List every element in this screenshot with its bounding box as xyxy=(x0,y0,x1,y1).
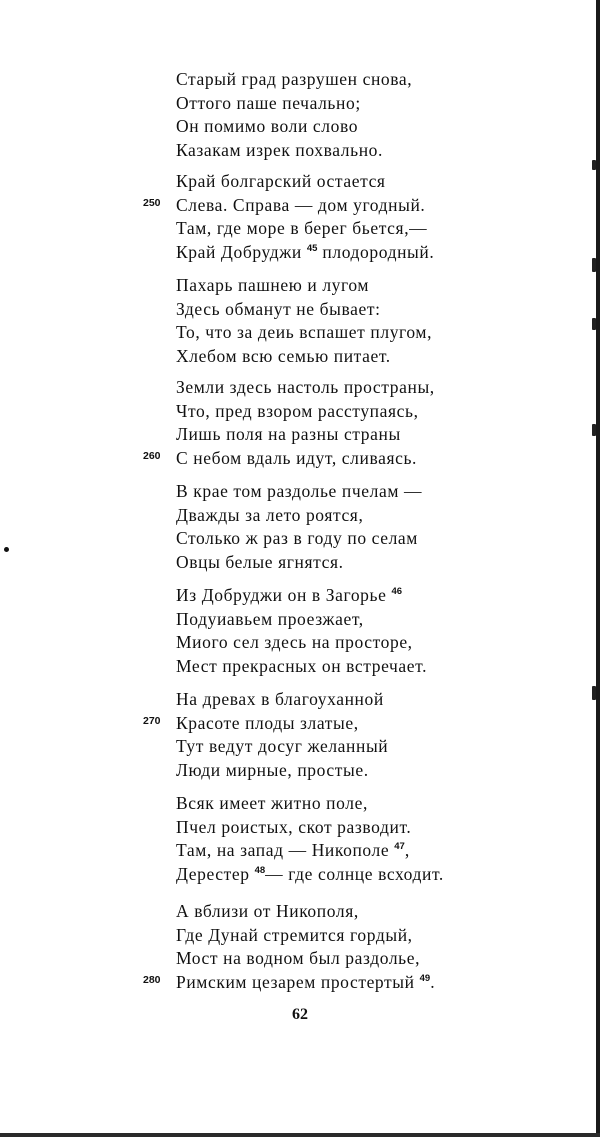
verse-text: Казакам изрек похвально. xyxy=(176,139,384,160)
verse-text-continued: плодородный. xyxy=(317,241,435,262)
verse-text: Красоте плоды златые, xyxy=(176,712,359,733)
verse-line xyxy=(176,376,576,400)
verse-line xyxy=(176,631,576,655)
verse-line xyxy=(176,792,576,816)
verse-line xyxy=(176,816,576,840)
verse-text: Там, где море в берег бьется,— xyxy=(176,218,428,238)
verse-text: Край Добруджи xyxy=(176,241,302,262)
verse-line xyxy=(176,735,576,759)
verse-line xyxy=(143,712,576,736)
verse-text: Там, на запад — Никополе xyxy=(176,840,390,860)
line-number: 280 xyxy=(143,973,161,986)
verse-line xyxy=(143,447,576,471)
verse-line xyxy=(143,971,576,995)
verse-text: То, что за деиь вспашет плугом, xyxy=(176,322,433,342)
margin-mark xyxy=(4,547,9,552)
verse-text: Римским цезарем простертый xyxy=(176,971,415,992)
edge-speck xyxy=(592,686,596,700)
verse-line xyxy=(176,480,576,504)
verse-line xyxy=(176,170,576,194)
verse-line xyxy=(176,584,576,608)
edge-speck xyxy=(592,160,596,170)
verse-line xyxy=(176,551,576,575)
verse-text: Тут ведут досуг желанный xyxy=(176,736,389,756)
verse-text: Пахарь пашнею и лугом xyxy=(176,275,370,295)
verse-text: Хлебом всю семью питает. xyxy=(176,345,391,366)
line-number: 250 xyxy=(143,196,161,209)
verse-line xyxy=(176,423,576,447)
verse-line xyxy=(176,504,576,528)
verse-text: Край болгарский остается xyxy=(176,171,386,191)
verse-line xyxy=(176,863,576,887)
verse-line xyxy=(176,900,576,924)
verse-text: Всяк имеет житно поле, xyxy=(176,793,368,813)
stanza-6 xyxy=(176,584,576,678)
verse-line xyxy=(176,241,576,265)
verse-line xyxy=(176,115,576,139)
verse-text: Он помимо воли слово xyxy=(176,116,359,136)
stanza-9 xyxy=(143,900,576,994)
stanza-1 xyxy=(176,68,576,162)
stanza-5 xyxy=(176,480,576,574)
footnote-ref: 45 xyxy=(306,242,318,254)
verse-text: Земли здесь настоль пространы, xyxy=(176,377,435,397)
verse-text-continued: — где солнце всходит. xyxy=(265,863,444,884)
verse-text: А вблизи от Никополя, xyxy=(176,901,359,921)
verse-text: Что, пред взором расступаясь, xyxy=(176,400,419,421)
footnote-ref: 47 xyxy=(394,841,405,852)
verse-text-continued: . xyxy=(430,971,436,992)
verse-line xyxy=(176,759,576,783)
verse-line xyxy=(176,688,576,712)
line-number: 260 xyxy=(143,449,161,462)
edge-speck xyxy=(592,424,596,436)
verse-text: Мост на водном был раздолье, xyxy=(176,948,421,968)
footnote-ref: 48 xyxy=(254,864,266,876)
verse-text: С небом вдаль идут, сливаясь. xyxy=(176,447,418,468)
verse-line xyxy=(176,217,576,241)
verse-line xyxy=(176,400,576,424)
verse-text: Подуиавьем проезжает, xyxy=(176,608,364,629)
verse-line xyxy=(176,92,576,116)
verse-text: Овцы белые ягнятся. xyxy=(176,551,344,572)
verse-text: Оттого паше печально; xyxy=(176,92,361,113)
stanza-7 xyxy=(143,688,576,782)
page-edge-rule xyxy=(596,0,600,1137)
verse-line xyxy=(176,527,576,551)
verse-text: Столько ж раз в году по селам xyxy=(176,528,418,548)
verse-text: Слева. Справа — дом угодный. xyxy=(176,194,426,215)
verse-text: Дерестер xyxy=(176,863,250,884)
verse-line xyxy=(176,839,576,863)
verse-text: Лишь поля на разны страны xyxy=(176,424,401,444)
verse-line xyxy=(176,274,576,298)
verse-text: Миого сел здесь на просторе, xyxy=(176,632,413,652)
verse-line xyxy=(176,139,576,163)
verse-text: Из Добруджи он в Загорье xyxy=(176,585,387,605)
verse-text: На древах в благоуханной xyxy=(176,689,384,709)
edge-speck xyxy=(592,318,596,330)
verse-line xyxy=(176,608,576,632)
line-number: 270 xyxy=(143,714,161,727)
stanza-2 xyxy=(143,170,576,264)
stanza-3 xyxy=(176,274,576,368)
verse-text: Здесь обманут не бывает: xyxy=(176,298,381,319)
verse-text: Люди мирные, простые. xyxy=(176,759,369,780)
verse-text: В крае том раздолье пчелам — xyxy=(176,481,423,501)
verse-text: Где Дунай стремится гордый, xyxy=(176,924,413,945)
verse-text-continued: , xyxy=(404,840,410,860)
verse-line xyxy=(176,924,576,948)
verse-line xyxy=(176,321,576,345)
verse-text: Дважды за лето роятся, xyxy=(176,504,364,525)
stanza-8 xyxy=(176,792,576,886)
verse-text: Пчел роистых, скот разводит. xyxy=(176,816,412,837)
footnote-ref: 46 xyxy=(391,586,403,597)
page-bottom-rule xyxy=(0,1133,600,1137)
footnote-ref: 49 xyxy=(419,972,431,984)
verse-line xyxy=(176,947,576,971)
verse-text: Старый град разрушен снова, xyxy=(176,69,413,89)
page-number: 62 xyxy=(292,1006,308,1023)
verse-line xyxy=(143,194,576,218)
verse-line xyxy=(176,68,576,92)
verse-text: Мест прекрасных он встречает. xyxy=(176,655,428,676)
stanza-4 xyxy=(143,376,576,470)
edge-speck xyxy=(592,258,596,272)
verse-line xyxy=(176,298,576,322)
verse-line xyxy=(176,345,576,369)
verse-line xyxy=(176,655,576,679)
